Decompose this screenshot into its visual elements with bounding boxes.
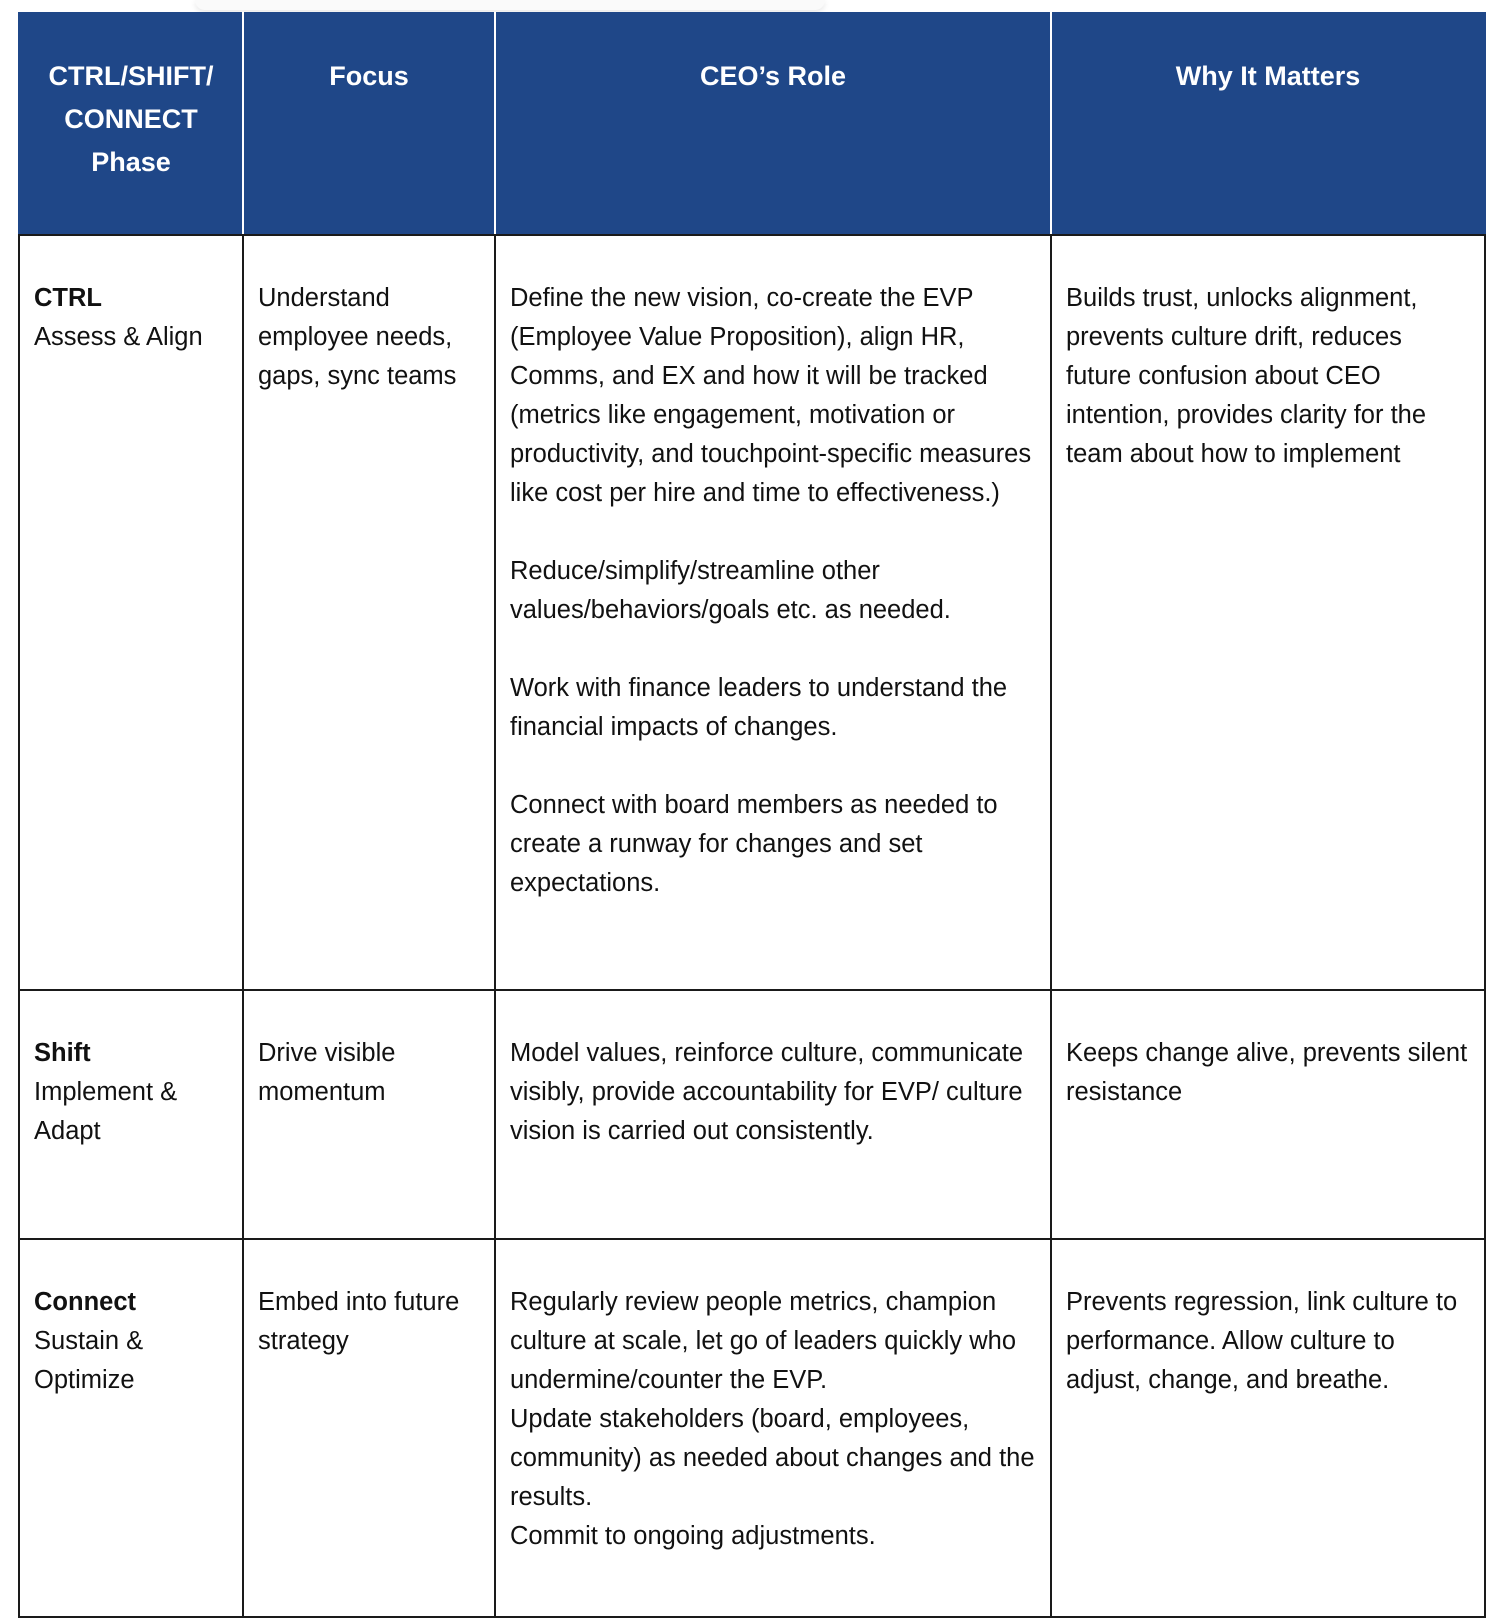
role-paragraph: Commit to ongoing adjustments. [510,1522,876,1550]
table-row [19,1239,1485,1617]
phase-name: Shift [34,1039,91,1067]
role-cell [495,235,1051,990]
phase-cell [19,990,243,1239]
role-cell [495,990,1051,1239]
phase-name: CTRL [34,284,102,312]
why-cell: Prevents regression, link culture to performance. Allow culture to adjust, change, and breathe. [1051,1239,1485,1617]
role-paragraph: Regularly review people metrics, champion culture at scale, let go of leaders quickly who undermine/counter the EVP. [510,1288,1017,1394]
table-row [19,235,1485,990]
why-cell: Keeps change alive, prevents silent resistance [1051,990,1485,1239]
role-paragraph: Model values, reinforce culture, communicate visibly, provide accountability for EVP/ culture vision is carried out consistently. [510,1039,1024,1145]
role-paragraph: Define the new vision, co-create the EVP (Employee Value Proposition), align HR, Comms, and EX and how it will be tracked (metrics like engagement, motivation or productivity, and touchpoint-specific measures like cost per hire and time to effectiveness.) [510,284,1032,507]
phase-subtitle: Implement & Adapt [34,1078,178,1145]
role-paragraph: Work with finance leaders to understand the financial impacts of changes. [510,674,1008,741]
phase-subtitle: Assess & Align [34,323,203,351]
focus-cell: Understand employee needs, gaps, sync teams [243,235,495,990]
header-ceo-role: CEO’s Role [495,12,1051,235]
role-paragraph: Reduce/simplify/streamline other values/behaviors/goals etc. as needed. [510,557,951,624]
focus-cell: Drive visible momentum [243,990,495,1239]
table-row [19,990,1485,1239]
phase-cell [19,235,243,990]
focus-cell: Embed into future strategy [243,1239,495,1617]
role-paragraph: Update stakeholders (board, employees, community) as needed about changes and the results. [510,1405,1035,1511]
ctrl-shift-connect-table [18,12,1486,1618]
role-paragraph: Connect with board members as needed to create a runway for changes and set expectations. [510,791,998,897]
header-row [19,12,1485,235]
top-overlay-edge [195,0,825,10]
phase-cell [19,1239,243,1617]
phase-subtitle: Sustain & Optimize [34,1327,144,1394]
header-focus: Focus [243,12,495,235]
why-cell: Builds trust, unlocks alignment, prevents culture drift, reduces future confusion about CEO intention, provides clarity for the team about how to implement [1051,235,1485,990]
phase-name: Connect [34,1288,136,1316]
role-cell [495,1239,1051,1617]
header-why-it-matters: Why It Matters [1051,12,1485,235]
header-phase: CTRL/SHIFT/ CONNECT Phase [19,12,243,235]
